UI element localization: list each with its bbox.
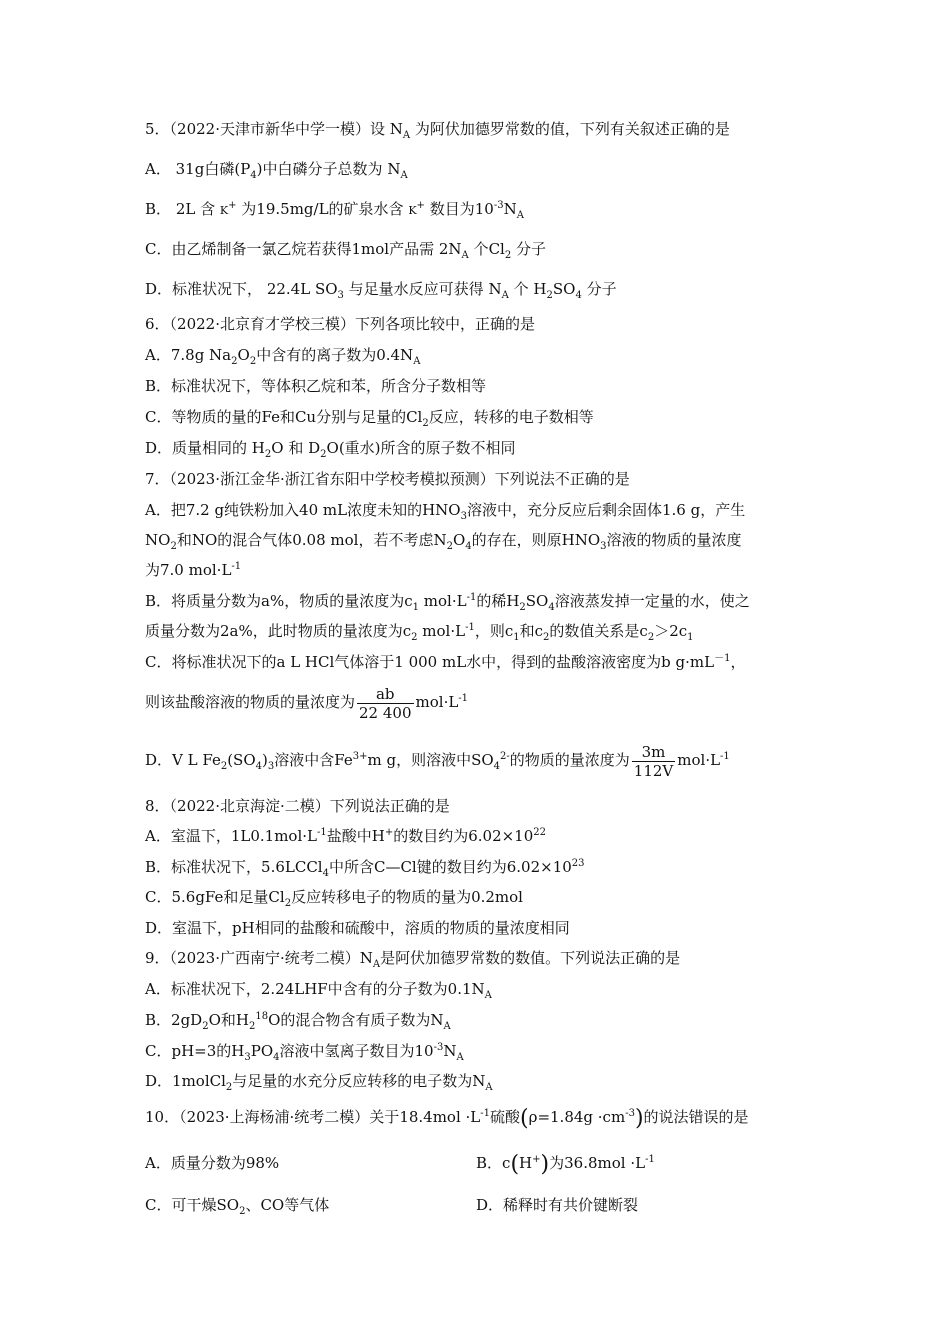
q8-option-c: C．5.6gFe和足量$Cl_2$反应转移电子的物质的量为0.2mol	[145, 888, 523, 909]
q7-option-c-line1: C．将标准状况下的a L HCl气体溶于1 000 mL水中，得到的盐酸溶液密度为b $g\cdot mL^{-1}$，	[145, 653, 746, 671]
q10-option-c: C．可干燥$SO_2$、CO等气体	[145, 1196, 330, 1217]
q6-option-b: B．标准状况下，等体积乙烷和苯，所含分子数相等	[145, 377, 487, 395]
q9-stem: 9．（2023·广西南宁·统考二模）$N_A$是阿伏加德罗常数的数值。下列说法正确的是	[145, 949, 681, 970]
close-paren: )	[634, 1106, 644, 1131]
close-paren: )	[540, 1152, 550, 1177]
q7-option-a-line1: A．把7.2 g纯铁粉加入40 mL浓度未知的$HNO_3$溶液中，充分反应后剩余固体1.6 g，产生	[145, 501, 746, 522]
q10-option-d: D．稀释时有共价键断裂	[476, 1196, 639, 1214]
q6-option-a: A．7.8g $Na_2O_2$中含有的离子数为$0.4N_A$	[145, 346, 421, 367]
q10-stem: 10．（2023·上海杨浦·统考二模）关于$18.4mol \cdot L^{-1}$硫酸$(\rho=1.84g \cdot cm^{-3})$的说法错误的是	[145, 1106, 749, 1131]
q5-stem: 5．（2022·天津市新华中学一模）设 $N_A$ 为阿伏加德罗常数的值，下列有关叙述正确的是	[145, 120, 730, 141]
q5-option-b: B． 2L 含 K+ 为19.5mg/L的矿泉水含 K+ 数目为$10^{-3}N_A$	[145, 200, 524, 221]
open-paren: (	[520, 1106, 529, 1131]
q7-option-a-line3: 为7.0 $mol\cdot L^{-1}$	[145, 561, 242, 579]
q5-option-d: D．标准状况下， 22.4L $SO_3$ 与足量水反应可获得 $N_A$ 个 $H_2SO_4$ 分子	[145, 280, 617, 301]
q9-option-b: B．$2gD_2O$和$H_2^{18}O$的混合物含有质子数为$N_A$	[145, 1011, 451, 1032]
fraction-ab-22400: $\frac{ab}{22 400}$	[359, 684, 412, 722]
q8-option-d: D．室温下，pH相同的盐酸和硫酸中，溶质的物质的量浓度相同	[145, 919, 570, 937]
q5-option-c: C．由乙烯制备一氯乙烷若获得1mol产品需 $2N_A$ 个$Cl_2$ 分子	[145, 240, 547, 261]
q10-option-a: A．质量分数为98%	[145, 1154, 280, 1172]
q9-option-d: D．1molCl$_2$与足量的水充分反应转移的电子数为$N_A$	[145, 1072, 493, 1093]
q5-stem-text: 5．（2022·天津市新华中学一模）设	[145, 120, 385, 138]
q7-option-a-line2: $NO_2$和NO的混合气体0.08 mol，若不考虑$N_2O_4$的存在，则原$HNO_3$溶液的物质的量浓度	[145, 531, 742, 552]
q8-option-a: A．室温下，$1L0.1mol\cdot L^{-1}$盐酸中H+的数目约为$6.02\times 10^{22}$	[145, 827, 547, 845]
q7-option-c-line2: 则该盐酸溶液的物质的量浓度为 $\frac{ab}{22 400}$ $mol\cdot L^{-1}$	[145, 684, 469, 722]
q8-stem: 8．（2022·北京海淀·二模）下列说法正确的是	[145, 797, 450, 815]
q7-option-b-line2: 质量分数为2a%，此时物质的量浓度为$c_2$ $mol\cdot L^{-1}$，则$c_1$和$c_2$的数值关系是$c_2>2c_1$	[145, 622, 694, 643]
fraction-3m-112v: $\frac{3m}{112V}$	[633, 742, 674, 780]
q7-option-b-line1: B．将质量分数为a%，物质的量浓度为$c_1$ $mol\cdot L^{-1}$的稀$H_2SO_4$溶液蒸发掉一定量的水，使之	[145, 592, 750, 613]
q9-option-c: C．pH=3的$H_3PO_4$溶液中氢离子数目为$10^{-3}N_A$	[145, 1042, 464, 1063]
q7-option-d: D．V L $Fe_2(SO_4)_3$溶液中含$Fe^{3+}m$ g，则溶液中$SO_4^{2-}$的物质的量浓度为 $\frac{3m}{112V}$ $mol\cdot L^{-1}$	[145, 742, 730, 780]
q6-option-d: D．质量相同的 $H_2O$ 和 $D_2O$(重水)所含的原子数不相同	[145, 439, 516, 460]
q9-option-a: A．标准状况下，2.24LHF中含有的分子数为$0.1N_A$	[145, 980, 492, 1001]
q6-option-c: C．等物质的量的Fe和Cu分别与足量的$Cl_2$反应，转移的电子数相等	[145, 408, 594, 429]
q10-option-b: B．c(H+)为$36.8mol \cdot L^{-1}$	[476, 1152, 655, 1177]
q8-option-b: B．标准状况下，5.6LCCl$_4$中所含C—Cl键的数目约为$6.02\times 10^{23}$	[145, 858, 585, 879]
q5-option-a: A． 31g白磷$(P_4)$中白磷分子总数为 $N_A$	[145, 160, 408, 181]
open-paren: (	[510, 1152, 520, 1177]
q7-stem: 7．（2023·浙江金华·浙江省东阳中学校考模拟预测）下列说法不正确的是	[145, 470, 630, 488]
q6-stem: 6．（2022·北京育才学校三模）下列各项比较中，正确的是	[145, 315, 535, 333]
